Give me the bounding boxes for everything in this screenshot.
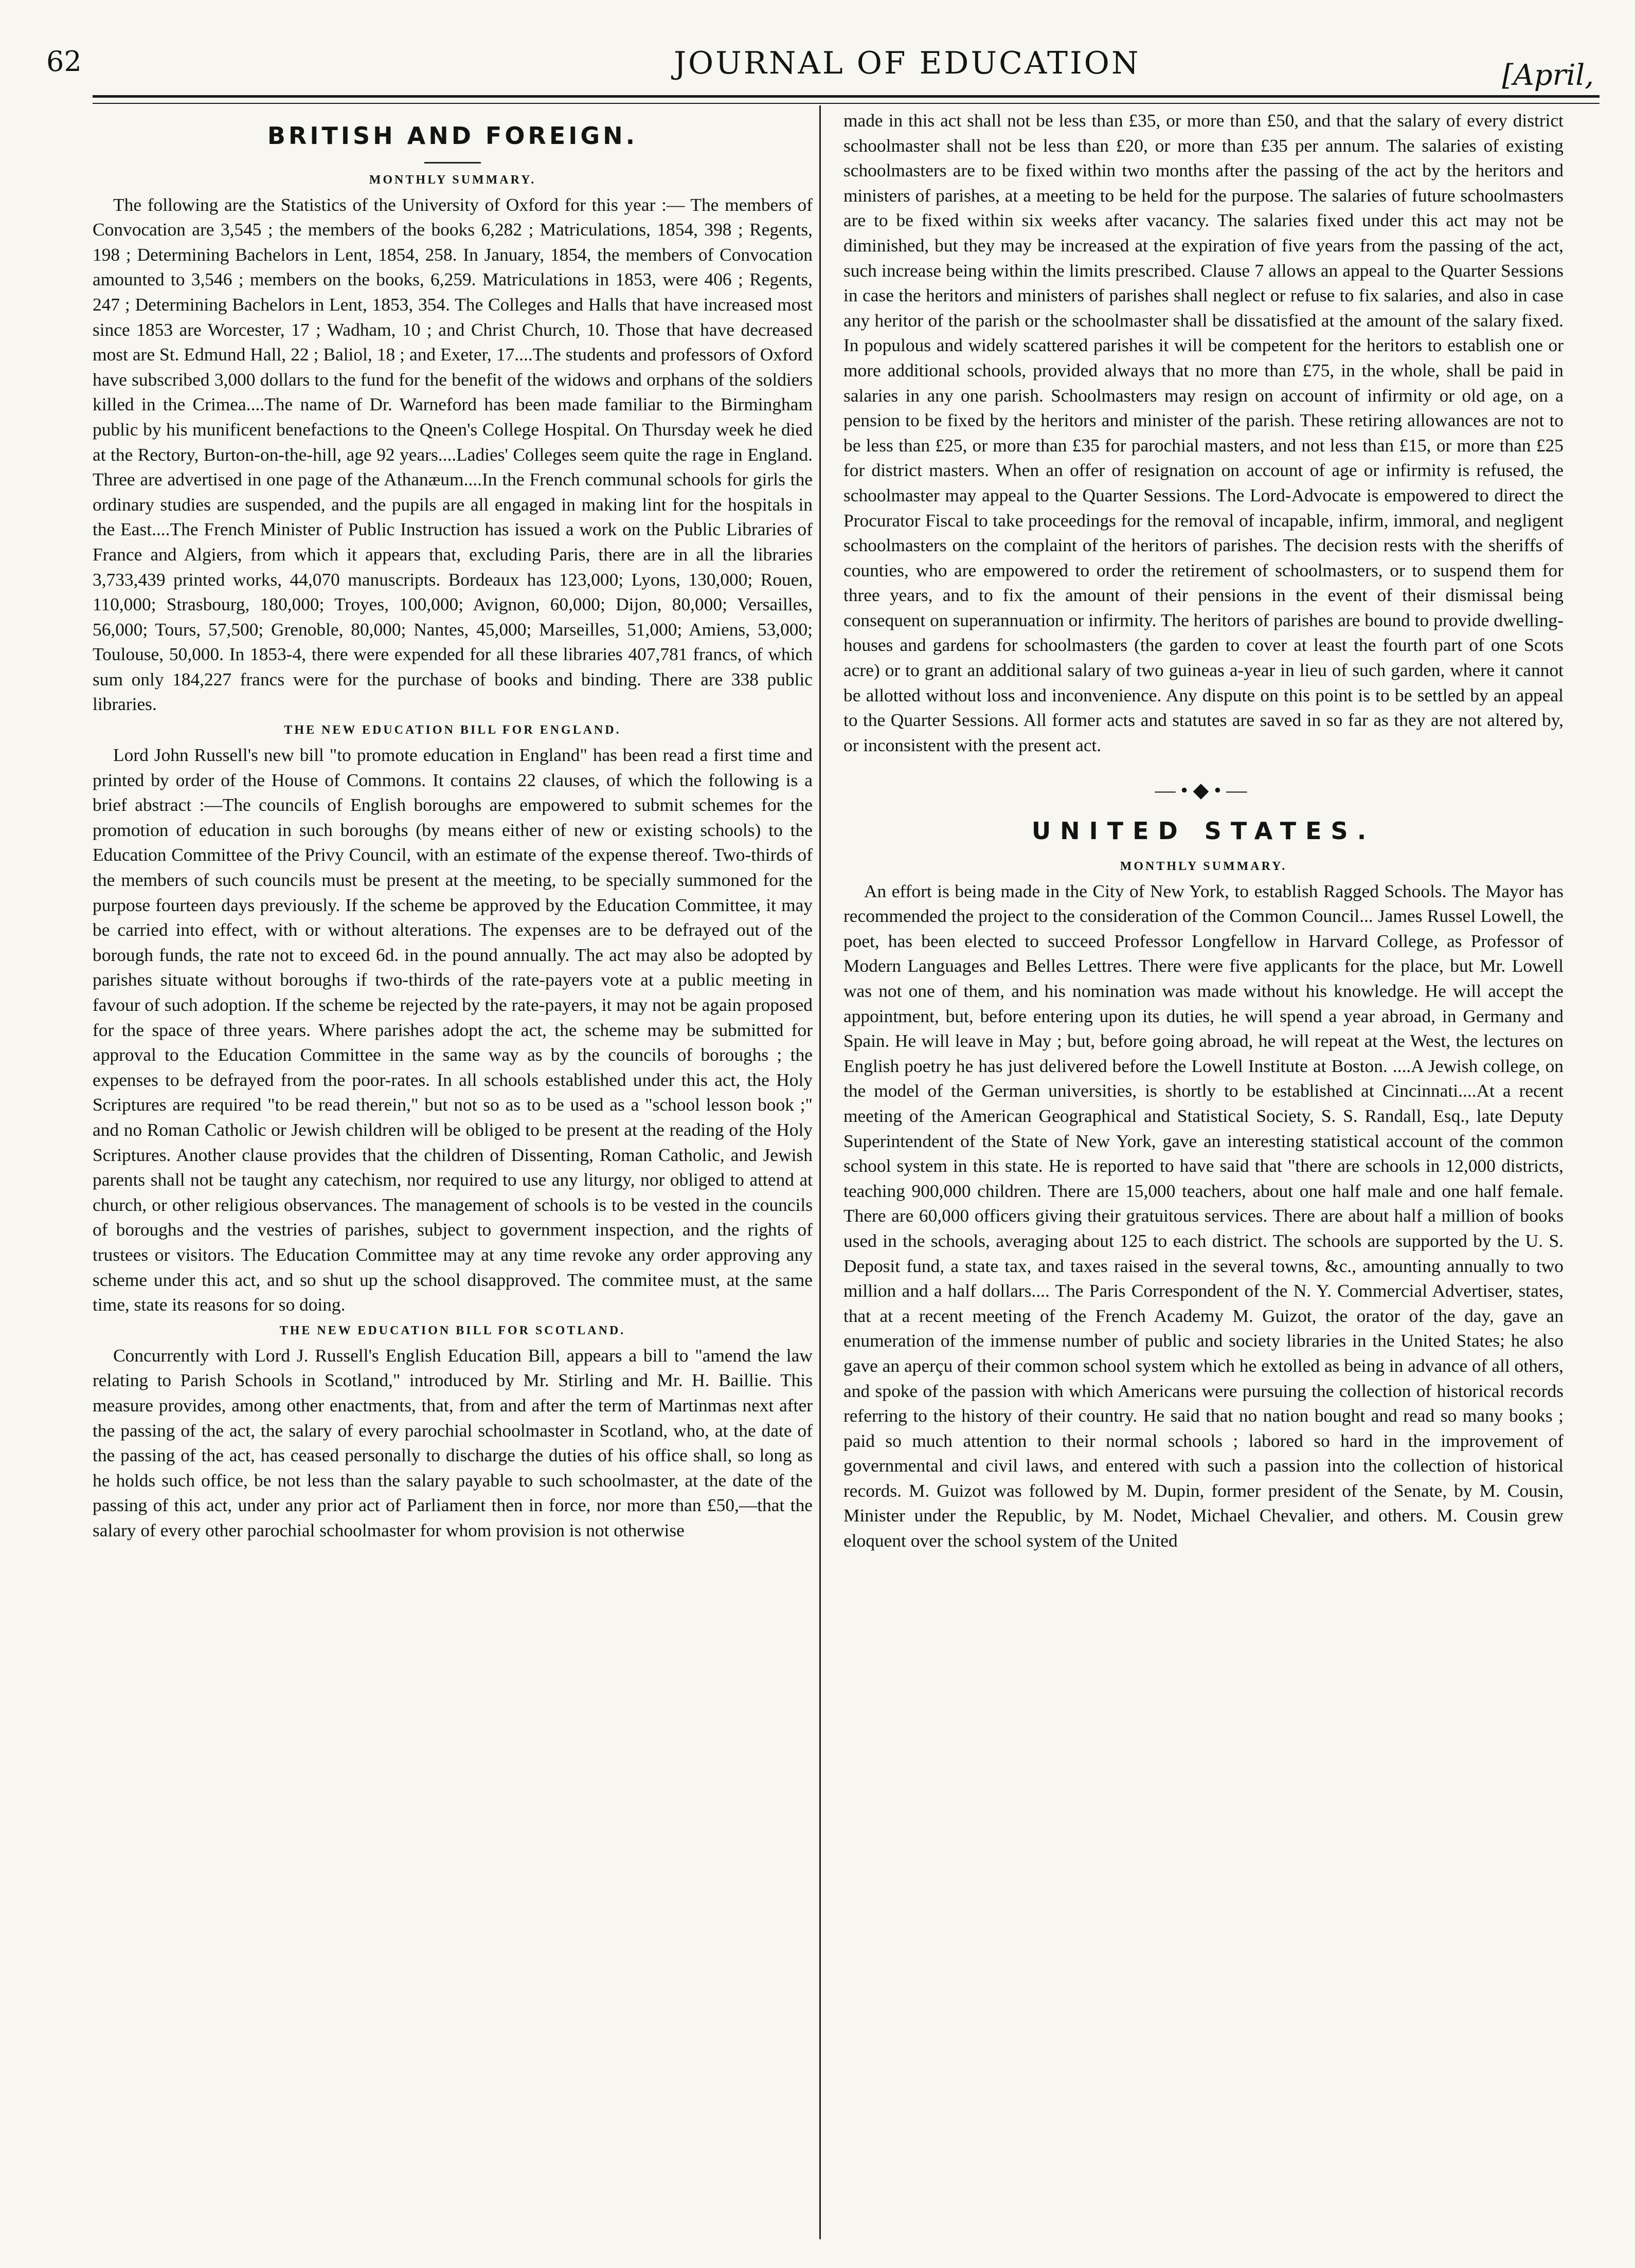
section-title-united-states: UNITED STATES. <box>1031 817 1376 845</box>
subheading-monthly-summary: MONTHLY SUMMARY. <box>369 173 536 187</box>
paragraph-scotland-bill: Concurrently with Lord J. Russell's English Education Bill, appears a bill to "amend the law relating to Parish Schools in Scotland," introduced by Mr. Stirling and Mr. H. Baillie. This measure provides, among other enactments, that, from and after the term of Martinmas next after the passing of the act, the salary of every parochial schoolmaster in Scotland, who, at the date of the passing of the act, has ceased personally to discharge the duties of his office shall, so long as he holds such office, be not less than the salary payable to such schoolmaster, at the date of the passing of this act, under any prior act of Parliament then in force, nor more than £50,—that the salary of every other parochial schoolmaster for whom provision is not otherwise <box>93 1345 813 1540</box>
ornament-divider: —•◆•— <box>1155 778 1252 802</box>
section-title-british-foreign: BRITISH AND FOREIGN. <box>267 122 638 150</box>
journal-title: JOURNAL OF EDUCATION <box>674 45 1141 81</box>
header-rule-thin <box>93 103 1600 104</box>
section-rule <box>424 162 481 164</box>
paragraph-us-summary: An effort is being made in the City of New York, to establish Ragged Schools. The Mayor has recommended the project to the consideration of the Common Council... James Russel Lowell, the poet, has been elected to succeed Professor Longfellow in Harvard College, as Professor of Modern Languages and Belles Lettres. There were five applicants for the place, but Mr. Lowell was not one of them, and his nomination was made without his knowledge. He will accept the appointment, but, before entering upon its duties, he will spend a year abroad, in Germany and Spain. He will leave in May ; but, before going abroad, he will repeat at the West, the lectures on English poetry he has just delivered before the Lowell Institute at Boston. ....A Jewish college, on the model of the German universities, is shortly to be established at Cincinnati....At a recent meeting of the American Geographical and Statistical Society, S. S. Randall, Esq., late Deputy Superintendent of the State of New York, gave an interesting statistical account of the common school system in this state. He is reported to have said that "there are schools in 12,000 districts, teaching 900,000 children. There are 15,000 teachers, about one half male and one half female. There are 60,000 officers giving their gratuitous services. There are about half a million of books used in the schools, averaging about 125 to each district. The schools are supported by the U. S. Deposit fund, a state tax, and taxes raised in the several towns, &c., amounting annually to two million and a half dollars.... The Paris Correspondent of the N. Y. Commercial Advertiser, states, that at a recent meeting of the French Academy M. Guizot, the orator of the day, gave an enumeration of the immense number of public and society libraries in the United States; he also gave an aperçu of their common school system which he extolled as being in advance of all others, and spoke of the passion with which Americans were pursuing the collection of historical records referring to the history of their country. He said that no nation bought and read so many books ; paid so much attention to their normal schools ; labored so hard in the improvement of governmental and civil laws, and entered with such a passion into the collection of historical records. M. Guizot was followed by M. Dupin, former president of the Senate, by M. Cousin, Minister under the Republic, by M. Nodet, Michael Chevalier, and others. M. Cousin grew eloquent over the school system of the United <box>843 880 1564 1551</box>
paragraph-england-bill: Lord John Russell's new bill "to promote education in England" has been read a first time and printed by order of the House of Commons. It contains 22 clauses, of which the following is a brief abstract :—The councils of English boroughs are empowered to submit schemes for the promotion of education in such boroughs (by means either of new or existing schools) to the Education Committee of the Privy Council, with an estimate of the expense thereof. Two-thirds of the members of such councils must be present at the meeting, to be specially summoned for the purpose fourteen days previously. If the scheme be approved by the Education Committee, it may be carried into effect, with or without alterations. The expenses are to be defrayed out of the borough funds, the rate not to exceed 6d. in the pound annually. The act may also be adopted by parishes situate without boroughs if two-thirds of the rate-payers vote at a public meeting in favour of such adoption. If the scheme be rejected by the rate-payers, it may not be again proposed for the space of three years. Where parishes adopt the act, the scheme may be submitted for approval to the Education Committee in the same way as by the councils of boroughs ; the expenses to be defrayed from the poor-rates. In all schools established under this act, the Holy Scriptures are required "to be read therein," but not so as to be used as a "school lesson book ;" and no Roman Catholic or Jewish children will be obliged to be present at the reading of the Holy Scriptures. Another clause provides that the children of Dissenting, Roman Catholic, and Jewish parents shall not be taught any catechism, nor required to use any liturgy, nor obliged to attend at church, or other religious observances. The management of schools is to be vested in the councils of boroughs and the vestries of parishes, subject to government inspection, and the rights of trustees or visitors. The Education Committee may at any time revoke any order approving any scheme under this act, and so shut up the school disapproved. The commitee must, at the same time, state its reasons for so doing. <box>93 745 813 1315</box>
paragraph-scotland-bill-continued: made in this act shall not be less than £35, or more than £50, and that the salary of every district schoolmaster shall not be less than £20, or more than £35 per annum. The salaries of existing schoolmasters are to be fixed within two months after the passing of the act by the heritors and ministers of parishes, at a meeting to be held for the purpose. The salaries of future schoolmasters are to be fixed within six weeks after vacancy. The salaries fixed under this act may not be diminished, but they may be increased at the expiration of five years from the passing of the act, such increase being within the limits prescribed. Clause 7 allows an appeal to the Quarter Sessions in case the heritors and ministers of parishes shall neglect or refuse to fix salaries, and also in case any heritor of the parish or the schoolmaster shall be dissatisfied at the amount of the salary fixed. In populous and widely scattered parishes it will be competent for the heritors to establish one or more additional schools, provided always that no more than £75, in the whole, shall be paid in salaries in any one parish. Schoolmasters may resign on account of infirmity or old age, on a pension to be fixed by the heritors and minister of the parish. These retiring allowances are not to be less than £25, or more than £35 for parochial masters, and not less than £15, or more than £25 for district masters. When an offer of resignation on account of age or infirmity is refused, the schoolmaster may appeal to the Quarter Sessions. The Lord-Advocate is empowered to direct the Procurator Fiscal to take proceedings for the removal of incapable, infirm, immoral, and negligent schoolmasters on the complaint of the heritors of parishes. The decision rests with the sheriffs of counties, who are empowered to order the retirement of schoolmasters, or to suspend them for three years, and to fix the amount of their pensions in the event of their dismissal being consequent on superannuation or infirmity. The heritors of parishes are bound to provide dwelling-houses and gardens for schoolmasters (the garden to cover at least the fourth part of one Scots acre) or to grant an additional salary of two guineas a-year in lieu of such garden, where it cannot be allotted without loss and inconvenience. Any dispute on this point is to be settled by an appeal to the Quarter Sessions. All former acts and statutes are saved in so far as they are not altered by, or inconsistent with the present act. <box>843 110 1564 755</box>
page-number: 62 <box>46 45 82 78</box>
paragraph-oxford-statistics: The following are the Statistics of the University of Oxford for this year :— The members of Convocation are 3,545 ; the members of the books 6,282 ; Matriculations, 1854, 398 ; Regents, 198 ; Determining Bachelors in Lent, 1854, 258. In January, 1854, the members of Convocation amounted to 3,546 ; members on the books, 6,259. Matriculations in 1853, were 406 ; Regents, 247 ; Determining Bachelors in Lent, 1853, 354. The Colleges and Halls that have increased most since 1853 are Worcester, 17 ; Wadham, 10 ; and Christ Church, 10. Those that have decreased most are St. Edmund Hall, 22 ; Baliol, 18 ; and Exeter, 17....The students and professors of Oxford have subscribed 3,000 dollars to the fund for the benefit of the widows and orphans of the soldiers killed in the Crimea....The name of Dr. Warneford has been made familiar to the Birmingham public by his munificent benefactions to the Qneen's College Hospital. On Thursday week he died at the Rectory, Burton-on-the-hill, age 92 years....Ladies' Colleges seem quite the rage in England. Three are advertised in one page of the Athanæum....In the French communal schools for girls the ordinary studies are suspended, and the pupils are all engaged in making lint for the hospitals in the East....The French Minister of Public Instruction has issued a work on the Public Libraries of France and Algiers, from which it appears that, excluding Paris, there are in all the libraries 3,733,439 printed works, 44,070 manuscripts. Bordeaux has 123,000; Lyons, 130,000; Rouen, 110,000; Strasbourg, 180,000; Troyes, 100,000; Avignon, 60,000; Dijon, 80,000; Versailles, 56,000; Tours, 57,500; Grenoble, 80,000; Nantes, 45,000; Marseilles, 51,000; Amiens, 53,000; Toulouse, 50,000. In 1853-4, there were expended for all these libraries 407,781 francs, of which sum only 184,227 francs were for the purchase of books and binding. There are 338 public libraries. <box>93 194 813 715</box>
left-column <box>93 108 813 1543</box>
subheading-scotland-bill: THE NEW EDUCATION BILL FOR SCOTLAND. <box>279 1323 626 1337</box>
header-rule-thick <box>93 95 1600 98</box>
subheading-england-bill: THE NEW EDUCATION BILL FOR ENGLAND. <box>284 723 621 737</box>
issue-month: [April, <box>1502 59 1594 92</box>
right-column <box>843 108 1564 1553</box>
subheading-us-monthly-summary: MONTHLY SUMMARY. <box>1120 859 1287 873</box>
page-header <box>36 41 1599 93</box>
column-divider <box>819 105 821 2239</box>
